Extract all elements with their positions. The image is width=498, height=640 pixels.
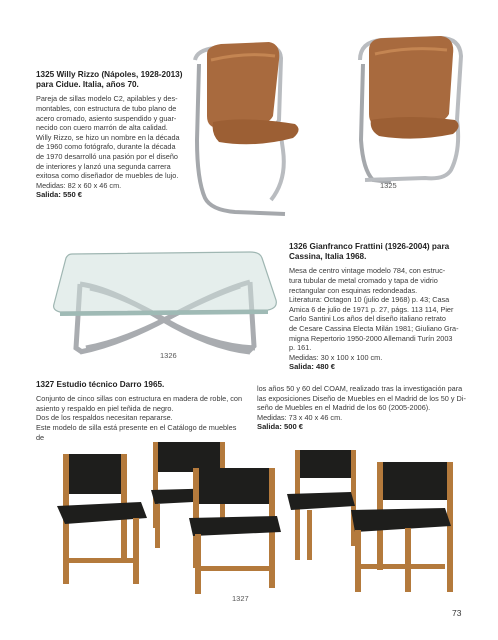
lot-1326-table-image — [50, 248, 280, 366]
lot-1325-image-label: 1325 — [380, 181, 397, 190]
lot-1327-body-left: Conjunto de cinco sillas con estructura en madera de roble, con asiento y respaldo en piel teñida de negro. Dos de los respaldos necesitan repararse. Este modelo de silla está presente en el Catálogo de muebles de — [36, 394, 243, 442]
oak-chair-3 — [189, 468, 281, 594]
lot-1327-description-right — [257, 384, 475, 432]
page-number: 73 — [452, 608, 462, 618]
lot-1327-title: 1327 Estudio técnico Darro 1965. — [36, 380, 165, 389]
lot-1325-title: 1325 Willy Rizzo (Nápoles, 1928-2013) para Cidue. Italia, años 70. — [36, 70, 183, 90]
lot-1327-image-label: 1327 — [232, 594, 249, 603]
lot-1325-description — [36, 70, 188, 200]
lot-1325-chairs-image — [185, 30, 475, 225]
lot-1325-price: Salida: 550 € — [36, 190, 83, 200]
lot-1326-price: Salida: 480 € — [289, 362, 336, 372]
oak-chair-5 — [351, 462, 453, 592]
oak-chair-1 — [57, 454, 147, 584]
lot-1326-description — [289, 242, 475, 372]
lot-1326-body: Mesa de centro vintage modelo 784, con estruc- tura tubular de metal cromado y tapa de vidrio rectangular con esquinas redondeadas. Literatura: Octagon 10 (julio de 1968) p. 43; Casa Amica 6 de julio de 1971 p. 27, págs. 113 114, Pier Carlo Santini Los años del diseño italiano retrato de Cesare Cassina Electa Milán 1981; Giuliano Gra- migna Repertorio 1950-2000 Allemandi Turín 2003 p. 161. Medidas: 30 x 100 x 100 cm. — [289, 266, 459, 362]
lot-1325-body: Pareja de sillas modelo C2, apilables y des- montables, con estructura de tubo plano de acero cromado, asiento suspendido y guar- necido con cuero marrón de alta calidad. Willy Rizzo, se hizo un nombre en la década de 1960 como fotógrafo, durante la década de 1970 desarrolló una pasión por el diseño de interiores y lanzó una segunda carrera exitosa como diseñador de muebles de lujo. Medidas: 82 x 60 x 46 cm. — [36, 94, 180, 190]
lot-1327-description-left — [36, 380, 246, 442]
lot-1326-title: 1326 Gianfranco Frattini (1926-2004) para Cassina, Italia 1968. — [289, 242, 450, 262]
lot-1327-chairs-image — [55, 438, 465, 600]
lot-1327-body-right: los años 50 y 60 del COAM, realizado tras la investigación para las exposiciones Diseño de Muebles en el Madrid de los 50 y Di- seño de Muebles en el Madrid de los 60 (2005-2006). Medidas: 73 x 40 x 46 cm. — [257, 384, 466, 422]
oak-chair-4 — [287, 450, 356, 560]
chair-right — [360, 36, 461, 182]
lot-1326-image-label: 1326 — [160, 351, 177, 360]
chair-left — [195, 42, 299, 214]
lot-1327-price: Salida: 500 € — [257, 422, 304, 432]
